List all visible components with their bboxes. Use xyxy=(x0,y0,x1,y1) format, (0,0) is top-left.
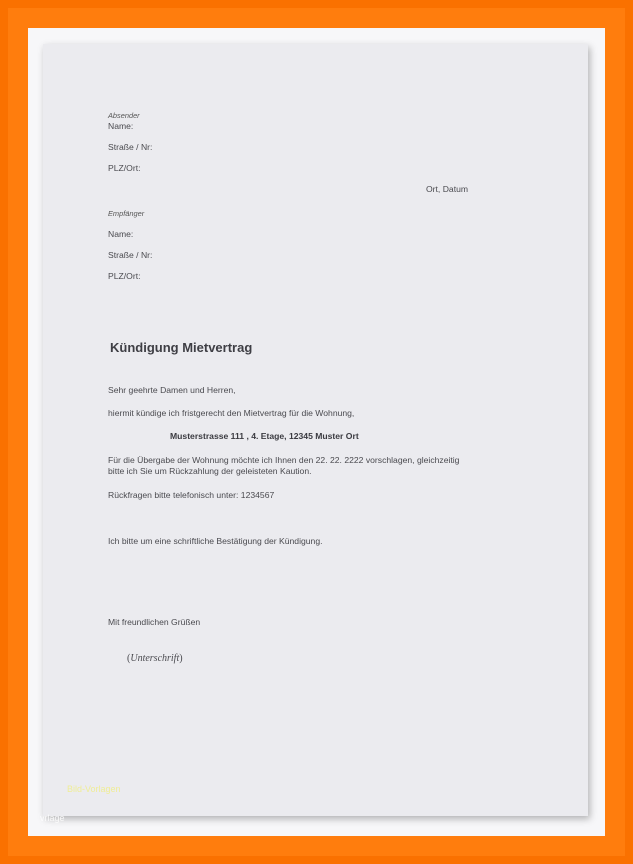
recipient-name-label: Name: xyxy=(108,229,134,239)
recipient-heading: Empfänger xyxy=(108,209,145,218)
intro-text: hiermit kündige ich fristgerecht den Mietvertrag für die Wohnung, xyxy=(108,408,355,418)
watermark-white: vrlage xyxy=(40,813,65,823)
handover-text-line1: Für die Übergabe der Wohnung möchte ich Ihnen den 22. 22. 2222 vorschlagen, gleichzeitig xyxy=(108,455,460,465)
closing-salutation: Mit freundlichen Grüßen xyxy=(108,617,201,627)
signature-placeholder: (Unterschrift) xyxy=(127,653,183,664)
signature-text: Unterschrift xyxy=(130,653,180,664)
recipient-street-label: Straße / Nr: xyxy=(108,250,153,260)
sender-zip-label: PLZ/Ort: xyxy=(108,163,141,173)
handover-text-line2: bitte ich Sie um Rückzahlung der geleisteten Kaution. xyxy=(108,466,312,476)
recipient-zip-label: PLZ/Ort: xyxy=(108,271,141,281)
letter-sheet xyxy=(43,44,588,816)
sender-name-label: Name: xyxy=(108,121,134,131)
place-date: Ort, Datum xyxy=(426,184,469,194)
letter-subject: Kündigung Mietvertrag xyxy=(110,340,253,355)
apartment-address: Musterstrasse 111 , 4. Etage, 12345 Muster Ort xyxy=(170,431,359,441)
confirmation-request: Ich bitte um eine schriftliche Bestätigung der Kündigung. xyxy=(108,536,323,546)
sender-street-label: Straße / Nr: xyxy=(108,142,153,152)
watermark-yellow: Bild-Vorlagen xyxy=(67,784,121,794)
sender-heading: Absender xyxy=(108,111,140,120)
greeting: Sehr geehrte Damen und Herren, xyxy=(108,385,236,395)
phone-text: Rückfragen bitte telefonisch unter: 1234567 xyxy=(108,490,275,500)
